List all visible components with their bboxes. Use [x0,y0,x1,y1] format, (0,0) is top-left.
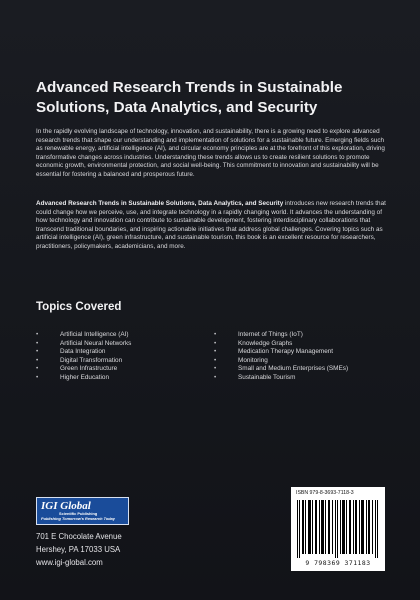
bullet-icon: • [36,365,39,373]
topic-label: Artificial Intelligence (AI) [60,331,129,338]
topic-label: Higher Education [60,373,110,381]
topics-list-left [36,331,206,383]
topic-label: Sustainable Tourism [238,373,296,381]
topic-item [36,374,206,383]
publisher-website: www.igi-global.com [36,558,103,567]
book-title: Advanced Research Trends in Sustainable Solutions, Data Analytics, and Security [36,79,343,116]
address-street: 701 E Chocolate Avenue [36,532,122,541]
address-city: Hershey, PA 17033 USA [36,545,121,554]
topic-item [214,365,384,374]
bullet-icon: • [36,331,39,338]
topic-item [36,331,206,340]
book-title-inline: Advanced Research Trends in Sustainable Solutions, Data Analytics, and Security [36,200,284,207]
topic-label: Digital Transformation [60,356,123,364]
topic-item [214,357,384,366]
bullet-icon: • [36,339,39,347]
publisher-address [36,530,122,569]
topic-label: Monitoring [238,356,268,364]
bullet-icon: • [36,356,39,364]
description-paragraph-2-text: introduces new research trends that could change how we perceive, use, and integrate technology in a rapidly changing world. It advances the understanding of how technology and innovation can contribute to sustainable development, fostering interdisciplinary collaborations that transcend traditional boundaries, and inspiring actionable initiatives that address global challenges. Covering topics such as artificial intelligence (AI), green infrastructure, and sustainable tourism, this book is an excellent resource for researchers, practitioners, policymakers, academicians, and more. [36,200,386,250]
bullet-icon: • [214,331,217,338]
topic-item [214,348,384,357]
logo-name: IGI Global [41,500,91,512]
logo-tagline: Publishing Tomorrow's Research Today [41,516,115,521]
topic-label: Artificial Neural Networks [60,339,132,347]
bullet-icon: • [214,339,217,347]
topic-item [36,365,206,374]
topic-label: Medication Therapy Management [238,348,334,356]
topic-item [214,331,384,340]
topic-item [36,348,206,357]
logo-subtitle: Scientific Publishing [59,511,98,516]
bullet-icon: • [214,365,217,373]
barcode-icon [295,500,381,558]
topic-label: Data Integration [60,348,106,356]
bullet-icon: • [214,356,217,364]
description-paragraph-2 [36,200,386,252]
igi-global-logo [36,497,129,525]
topic-item [36,340,206,349]
topic-label: Internet of Things (IoT) [238,331,303,338]
topic-label: Green Infrastructure [60,365,118,373]
bullet-icon: • [36,373,39,381]
bullet-icon: • [214,348,217,356]
description-paragraph-1: In the rapidly evolving landscape of technology, innovation, and sustainability, there is a growing need to explore advanced research trends that shape our understanding and implementation of solutions for a sustainable future. Emerging fields such as renewable energy, artificial intelligence (AI), and circular economy principles are at the forefront of this exploration, driving transformative changes across industries. Understanding these trends allows us to create resilient solutions to promote economic growth, environmental protection, and social well-being. This commitment to innovation and sustainability will be essential for fostering a balanced and prosperous future. [36,128,385,178]
topics-heading: Topics Covered [36,301,122,313]
topic-item [36,357,206,366]
topic-label: Small and Medium Enterprises (SMEs) [238,365,349,373]
isbn-barcode [291,487,385,571]
topic-item [214,340,384,349]
topic-item [214,374,384,383]
isbn-number: ISBN 979-8-3693-7118-3 [296,490,354,496]
bullet-icon: • [36,348,39,356]
topics-list-right [214,331,384,383]
bullet-icon: • [214,373,217,381]
topic-label: Knowledge Graphs [238,339,293,347]
ean-number: 9 798369 371183 [305,559,371,567]
